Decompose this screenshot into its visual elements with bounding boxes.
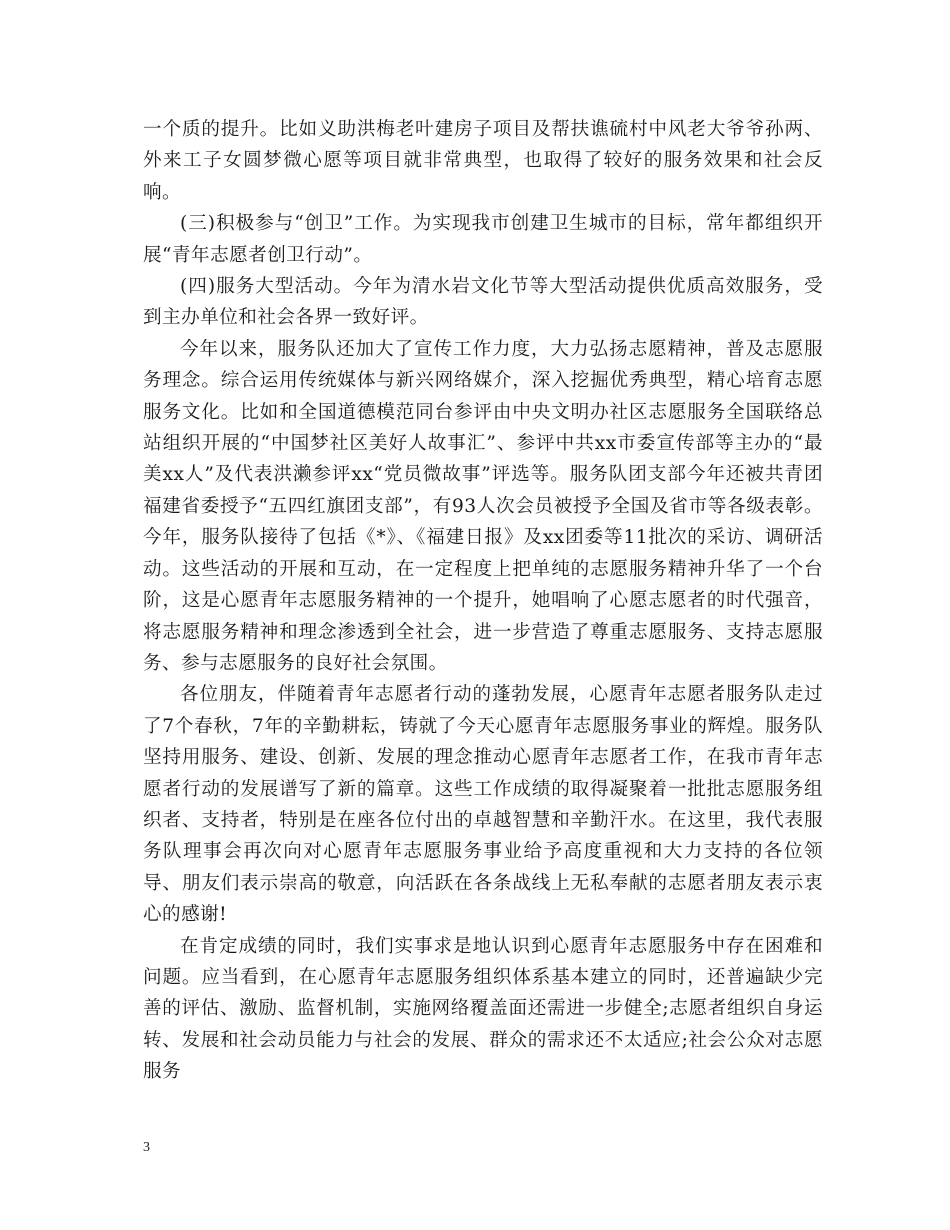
page-number: 3 [143, 1140, 150, 1155]
paragraph-4: 今年以来，服务队还加大了宣传工作力度，大力弘扬志愿精神，普及志愿服务理念。综合运用传统媒体与新兴网络媒介，深入挖掘优秀典型，精心培育志愿服务文化。比如和全国道德模范同台参评由中央文明办社区志愿服务全国联络总站组织开展的“中国梦社区美好人故事汇”、参评中共xx市委宣传部等主办的“最美xx人”及代表洪濑参评xx“党员微故事”评选等。服务队团支部今年还被共青团福建省委授予“五四红旗团支部”，有93人次会员被授予全国及省市等各级表彰。今年，服务队接待了包括《*》、《福建日报》及xx团委等11批次的采访、调研活动。这些活动的开展和互动，在一定程度上把单纯的志愿服务精神升华了一个台阶，这是心愿青年志愿服务精神的一个提升，她唱响了心愿志愿者的时代强音，将志愿服务精神和理念渗透到全社会，进一步营造了尊重志愿服务、支持志愿服务、参与志愿服务的良好社会氛围。 [143, 338, 823, 674]
paragraph-5: 各位朋友，伴随着青年志愿者行动的蓬勃发展，心愿青年志愿者服务队走过了7个春秋，7年的辛勤耕耘，铸就了今天心愿青年志愿服务事业的辉煌。服务队坚持用服务、建设、创新、发展的理念推动心愿青年志愿者工作，在我市青年志愿者行动的发展谱写了新的篇章。这些工作成绩的取得凝聚着一批批志愿服务组织者、支持者，特别是在座各位付出的卓越智慧和辛勤汗水。在这里，我代表服务队理事会再次向对心愿青年志愿服务事业给予高度重视和大力支持的各位领导、朋友们表示崇高的敬意，向活跃在各条战线上无私奉献的志愿者朋友表示衷心的感谢! [143, 684, 823, 926]
paragraph-6: 在肯定成绩的同时，我们实事求是地认识到心愿青年志愿服务中存在困难和问题。应当看到，在心愿青年志愿服务组织体系基本建立的同时，还普遍缺少完善的评估、激励、监督机制，实施网络覆盖面还需进一步健全;志愿者组织自身运转、发展和社会动员能力与社会的发展、群众的需求还不太适应;社会公众对志愿服务 [143, 935, 823, 1083]
paragraph-1: 一个质的提升。比如义助洪梅老叶建房子项目及帮扶谯硫村中风老大爷爷孙两、外来工子女圆梦微心愿等项目就非常典型，也取得了较好的服务效果和社会反响。 [143, 119, 823, 203]
paragraph-3: (四)服务大型活动。今年为清水岩文化节等大型活动提供优质高效服务，受到主办单位和社会各界一致好评。 [143, 276, 823, 329]
paragraph-2: (三)积极参与“创卫”工作。为实现我市创建卫生城市的目标，常年都组织开展“青年志愿者创卫行动”。 [143, 213, 823, 266]
document-page [143, 114, 823, 1088]
